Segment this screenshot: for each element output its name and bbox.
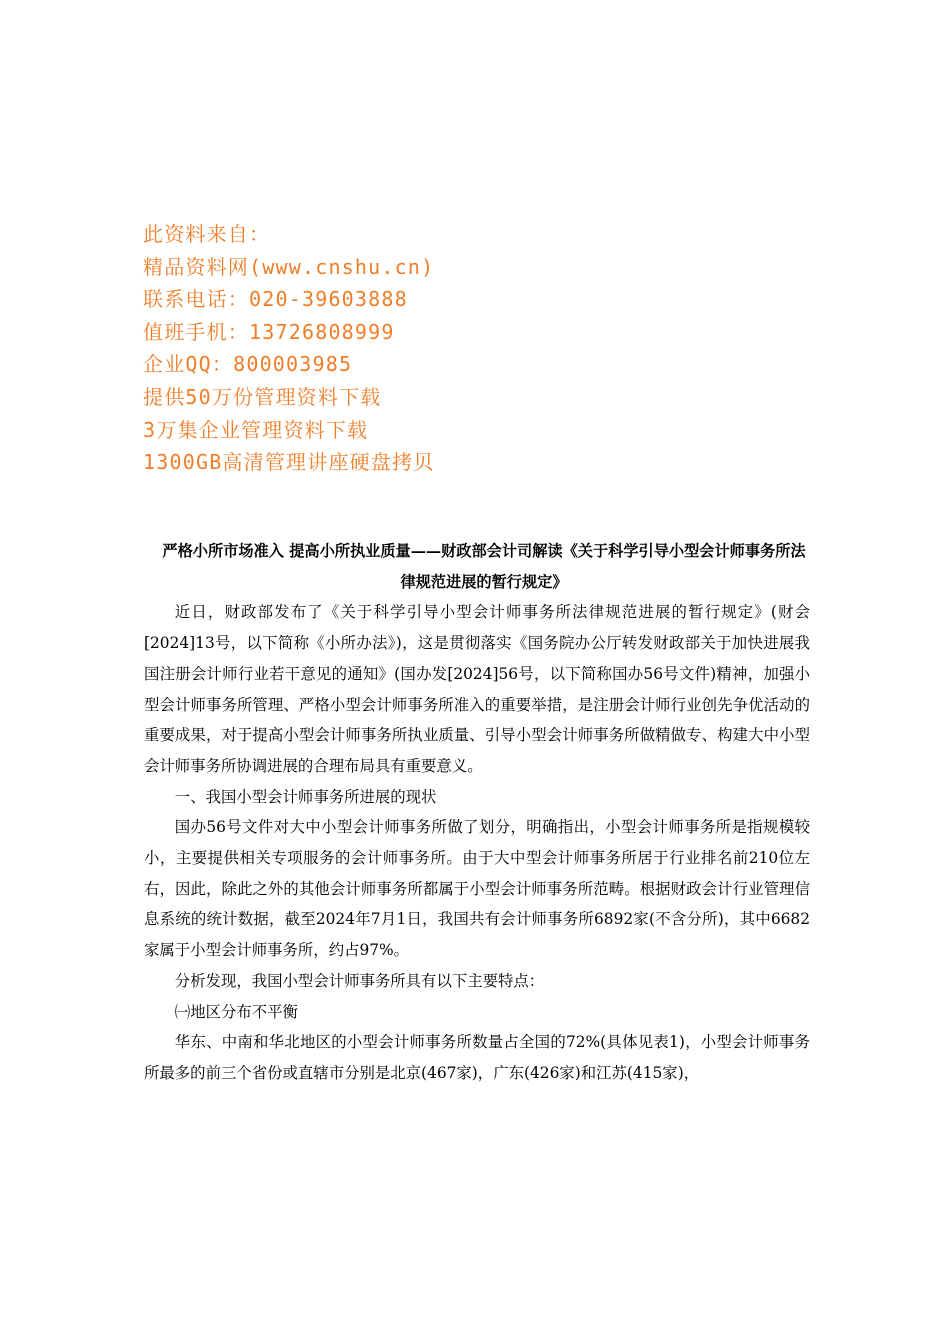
section-heading-1: 一、我国小型会计师事务所进展的现状 [174, 787, 437, 806]
article-body [144, 536, 810, 1089]
promo-offer-1: 提供50万份管理资料下载 [143, 384, 382, 409]
promo-qq: 企业QQ：800003985 [143, 352, 353, 377]
paragraph-definition: 国办56号文件对大中小型会计师事务所做了划分，明确指出，小型会计师事务所是指规模较小，主要提供相关专项服务的会计师事务所。由于大中型会计师事务所居于行业排名前210位左右，因此，除此之外的其他会计师事务所都属于小型会计师事务所范畴。根据财政会计行业管理信息系统的统计数据，截至2024年7月1日，我国共有会计师事务所6892家(不含分所)，其中6682家属于小型会计师事务所，约占97%。 [144, 818, 810, 960]
promo-website: 精品资料网(www.cnshu.cn) [143, 254, 435, 279]
paragraph-intro: 近日，财政部发布了《关于科学引导小型会计师事务所法律规范进展的暂行规定》(财会[2024]13号，以下简称《小所办法》)，这是贯彻落实《国务院办公厅转发财政部关于加快进展我国注册会计师行业若干意见的通知》(国办发[2024]56号，以下简称国办56号文件)精神，加强小型会计师事务所管理、严格小型会计师事务所准入的重要举措，是注册会计师行业创先争优活动的重要成果，对于提高小型会计师事务所执业质量、引导小型会计师事务所做精做专、构建大中小型会计师事务所协调进展的合理布局具有重要意义。 [144, 603, 810, 775]
promo-source-label: 此资料来自： [143, 222, 271, 246]
promo-block [143, 218, 703, 479]
subsection-heading-1: ㈠地区分布不平衡 [174, 1002, 298, 1021]
paragraph-regional: 华东、中南和华北地区的小型会计师事务所数量占全国的72%(具体见表1)，小型会计师事务所最多的前三个省份或直辖市分别是北京(467家)，广东(426家)和江苏(415家)， [144, 1033, 810, 1082]
article-title: 严格小所市场准入 提高小所执业质量——财政部会计司解读《关于科学引导小型会计师事务所法律规范进展的暂行规定》 [162, 542, 806, 591]
paragraph-analysis: 分析发现，我国小型会计师事务所具有以下主要特点： [174, 971, 545, 990]
promo-mobile: 值班手机：13726808999 [143, 319, 395, 344]
promo-offer-2: 3万集企业管理资料下载 [143, 417, 369, 442]
promo-offer-3: 1300GB高清管理讲座硬盘拷贝 [143, 450, 435, 475]
promo-phone: 联系电话：020-39603888 [143, 287, 408, 312]
